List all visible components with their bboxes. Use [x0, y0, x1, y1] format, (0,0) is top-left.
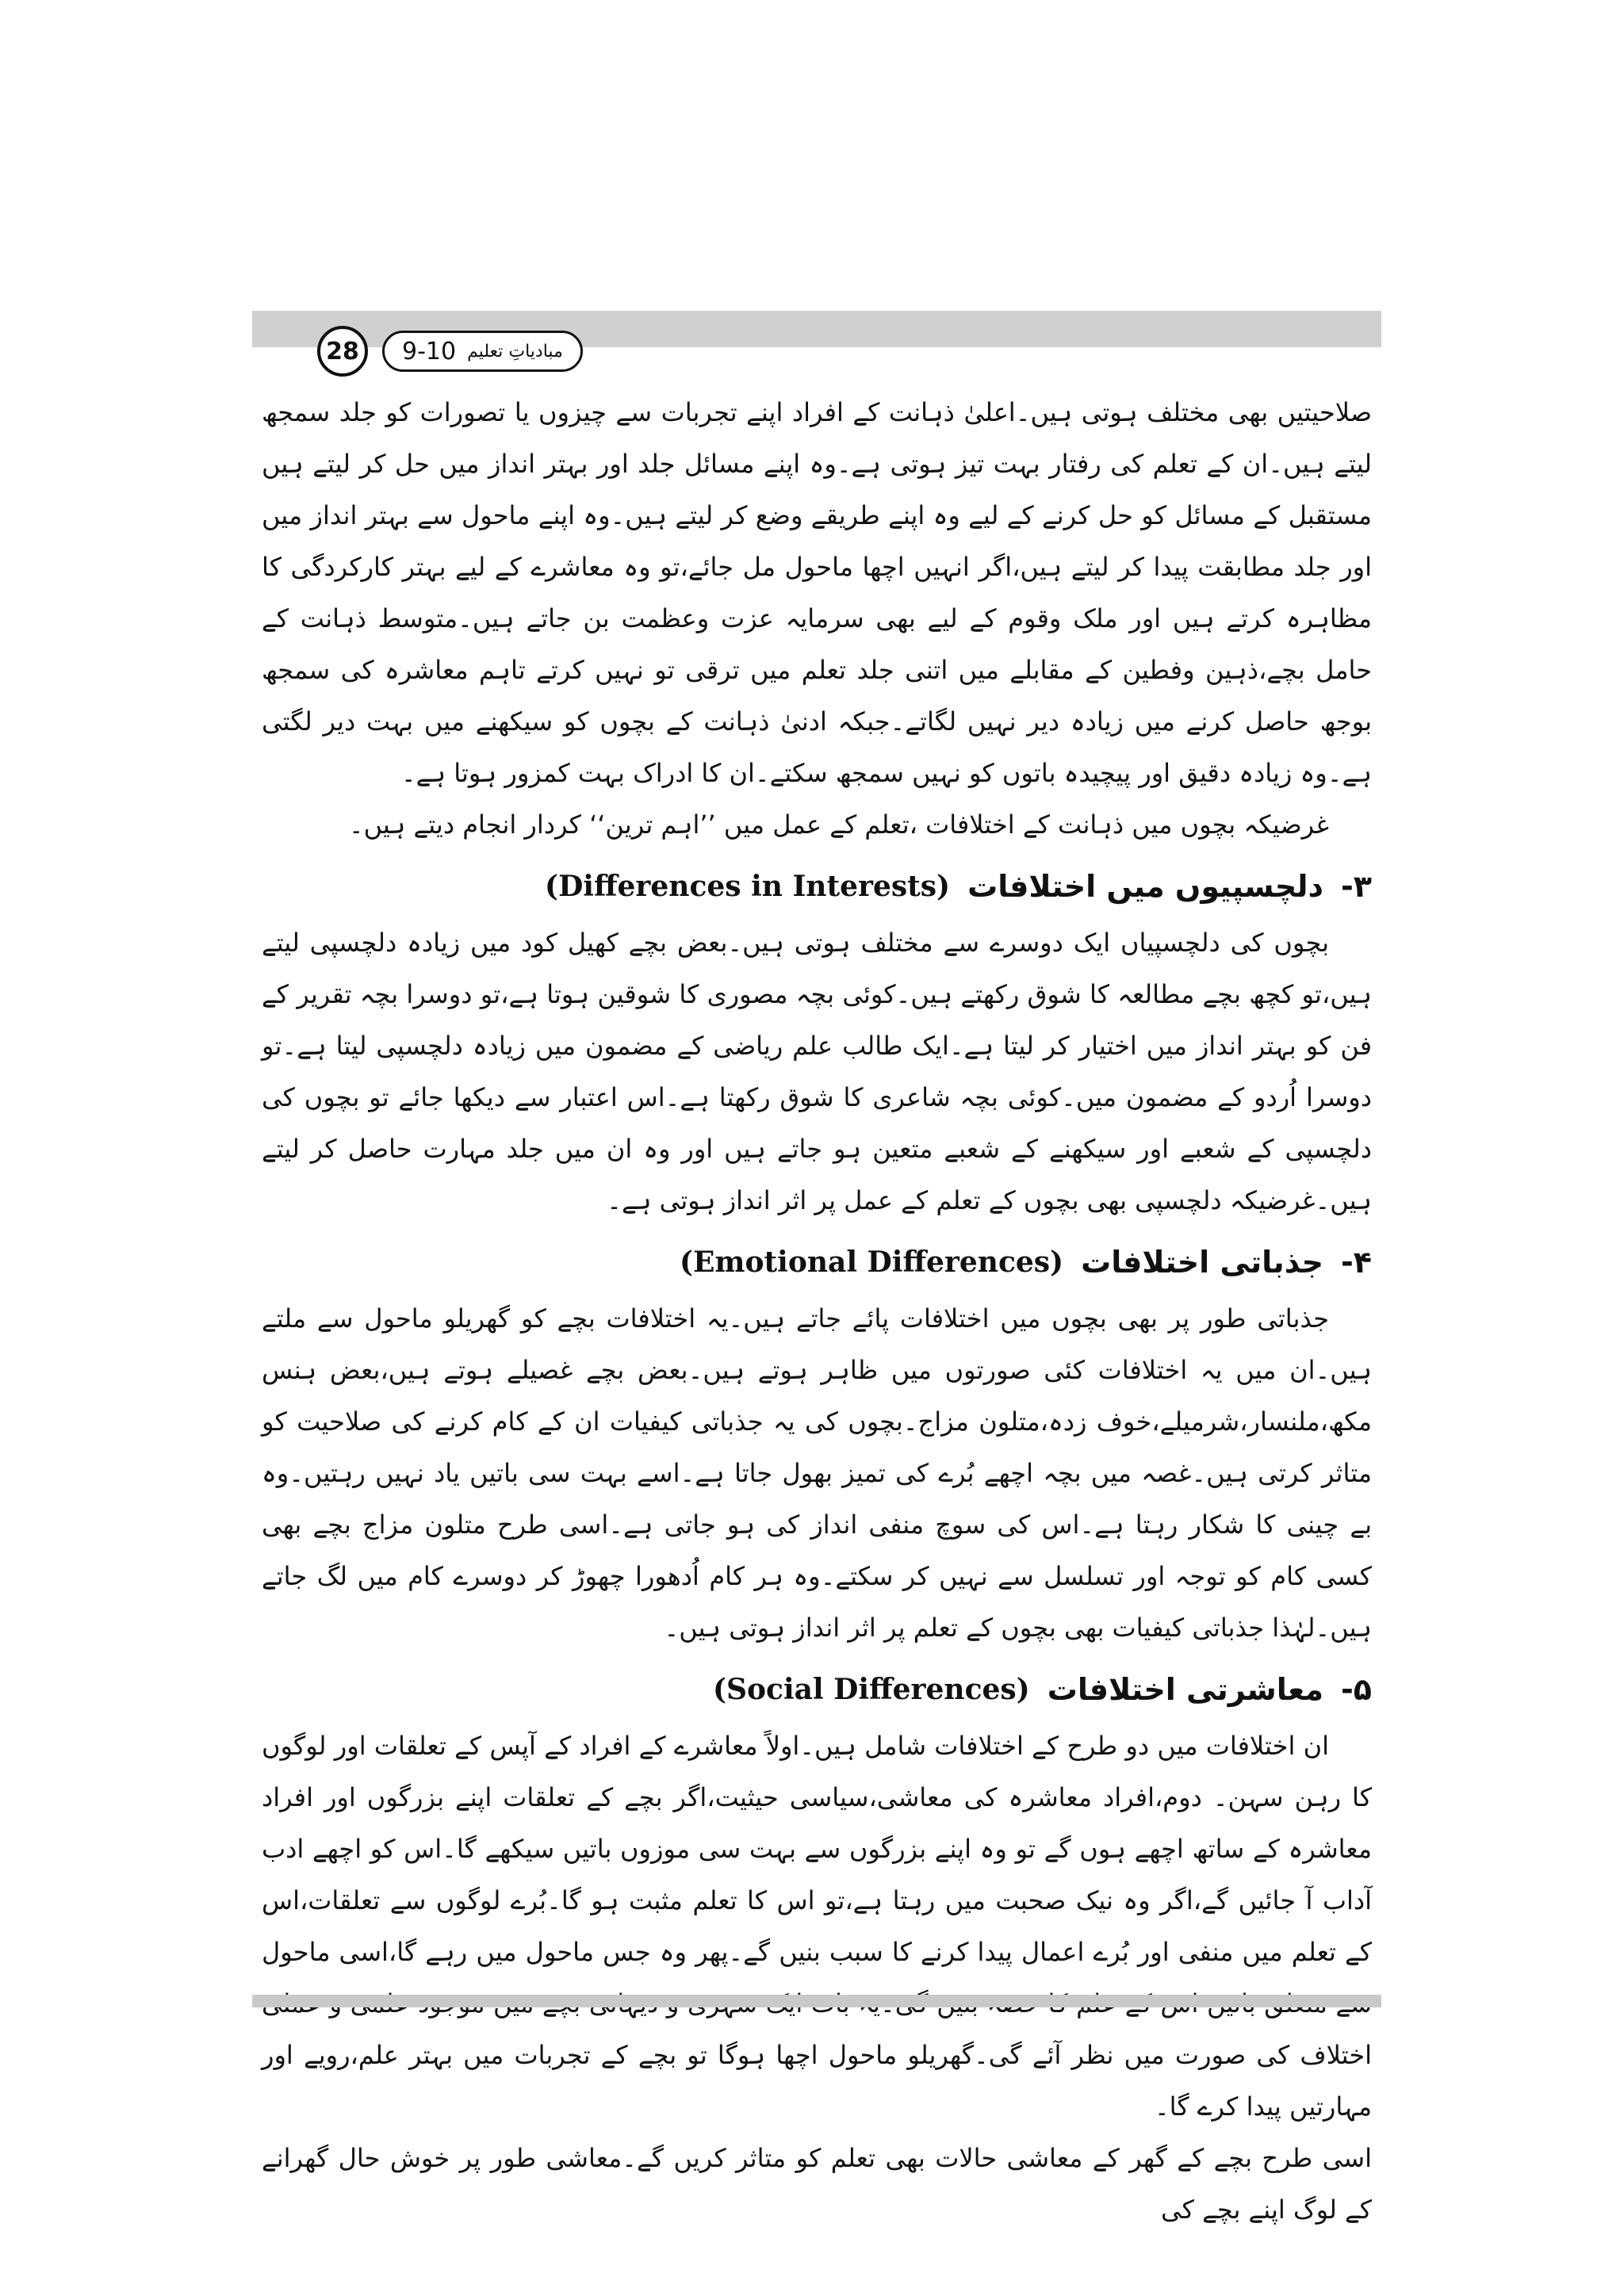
heading-english: (Differences in Interests) — [545, 870, 951, 903]
book-grade: 9-10 — [402, 337, 457, 365]
book-title-box — [382, 331, 583, 372]
paragraph-intelligence: صلاحیتیں بھی مختلف ہوتی ہیں۔اعلیٰ ذہانت کے افراد اپنے تجربات سے چیزوں یا تصورات کو جلد سمجھ لیتے ہیں۔ان کے تعلم کی رفتار بہت تیز ہوتی ہے۔وہ اپنے مسائل جلد اور بہتر انداز میں حل کر لیتے ہیں مستقبل کے مسائل کو حل کرنے کے لیے وہ اپنے طریقے وضع کر لیتے ہیں۔وہ اپنے ماحول سے بہتر انداز میں اور جلد مطابقت پیدا کر لیتے ہیں،اگر انہیں اچھا ماحول مل جائے،تو وہ معاشرے کے لیے بہتر کارکردگی کا مظاہرہ کرتے ہیں اور ملک وقوم کے لیے بھی سرمایہ عزت وعظمت بن جاتے ہیں۔متوسط ذہانت کے حامل بچے،ذہین وفطین کے مقابلے میں اتنی جلد تعلم میں ترقی تو نہیں کرتے تاہم معاشرہ کی سمجھ بوجھ حاصل کرنے میں زیادہ دیر نہیں لگاتے۔جبکہ ادنیٰ ذہانت کے بچوں کو سیکھنے میں بہت دیر لگتی ہے۔وہ زیادہ دقیق اور پیچیدہ باتوں کو نہیں سمجھ سکتے۔ان کا ادراک بہت کمزور ہوتا ہے۔ — [262, 397, 1373, 788]
heading-english: (Emotional Differences) — [679, 1246, 1064, 1279]
book-title: مبادیاتِ تعلیم — [467, 341, 563, 362]
heading-number: ۴- — [1341, 1245, 1372, 1280]
page-header — [317, 323, 583, 379]
heading-number: ۳- — [1341, 869, 1372, 904]
paragraph-economic: اسی طرح بچے کے گھر کے معاشی حالات بھی تعلم کو متاثر کریں گے۔معاشی طور پر خوش حال گھرانے کے لوگ اپنے بچے کی — [262, 2143, 1372, 2225]
paragraph-interests: بچوں کی دلچسپیاں ایک دوسرے سے مختلف ہوتی ہیں۔بعض بچے کھیل کود میں زیادہ دلچسپی لیتے ہیں،تو کچھ بچے مطالعہ کا شوق رکھتے ہیں۔کوئی بچہ مصوری کا شوقین ہوتا ہے،تو دوسرا بچہ تقریر کے فن کو بہتر انداز میں اختیار کر لیتا ہے۔ایک طالب علم ریاضی کے مضمون میں زیادہ دلچسپی لیتا ہے۔تو دوسرا اُردو کے مضمون میں۔کوئی بچہ شاعری کا شوق رکھتا ہے۔اس اعتبار سے دیکھا جائے تو بچوں کی دلچسپی کے شعبے اور سیکھنے کے شعبے متعین ہو جاتے ہیں اور وہ ان میں جلد مہارت حاصل کر لیتے ہیں۔غرضیکہ دلچسپی بھی بچوں کے تعلم کے عمل پر اثر انداز ہوتی ہے۔ — [262, 928, 1373, 1215]
heading-interests — [262, 859, 1372, 914]
page-body — [262, 387, 1372, 2236]
heading-urdu: جذباتی اختلافات — [1081, 1245, 1324, 1280]
footer-bar — [252, 1995, 1381, 2007]
page-number: 28 — [317, 326, 368, 377]
paragraph-intelligence-summary: غرضیکہ بچوں میں ذہانت کے اختلافات ،تعلم کے عمل میں ’’اہم ترین‘‘ کردار انجام دیتے ہیں۔ — [348, 809, 1329, 840]
heading-social — [262, 1662, 1372, 1717]
heading-english: (Social Differences) — [713, 1673, 1030, 1706]
heading-urdu: دلچسپیوں میں اختلافات — [967, 869, 1324, 904]
paragraph-emotional: جذباتی طور پر بھی بچوں میں اختلافات پائے جاتے ہیں۔یہ اختلافات بچے کو گھریلو ماحول سے ملتے ہیں۔ان میں یہ اختلافات کئی صورتوں میں ظاہر ہوتے ہیں۔بعض بچے غصیلے ہوتے ہیں،بعض ہنس مکھ،ملنسار،شرمیلے،خوف زدہ،متلون مزاج۔بچوں کی یہ جذباتی کیفیات ان کے کام کرنے کی صلاحیت کو متاثر کرتی ہیں۔غصہ میں بچہ اچھے بُرے کی تمیز بھول جاتا ہے۔اسے بہت سی باتیں یاد نہیں رہتیں۔وہ بے چینی کا شکار رہتا ہے۔اس کی سوچ منفی انداز کی ہو جاتی ہے۔اسی طرح متلون مزاج بچے بھی کسی کام کو توجہ اور تسلسل سے نہیں کر سکتے۔وہ ہر کام اُدھورا چھوڑ کر دوسرے کام میں لگ جاتے ہیں۔لہٰذا جذباتی کیفیات بھی بچوں کے تعلم پر اثر انداز ہوتی ہیں۔ — [262, 1303, 1373, 1643]
heading-urdu: معاشرتی اختلافات — [1047, 1672, 1324, 1707]
heading-number: ۵- — [1341, 1672, 1372, 1707]
heading-emotional — [262, 1234, 1372, 1290]
paragraph-social: ان اختلافات میں دو طرح کے اختلافات شامل ہیں۔اولاً معاشرے کے افراد کے آپس کے تعلقات اور لوگوں کا رہن سہن۔ دوم،افراد معاشرہ کی معاشی،سیاسی حیثیت،اگر بچے کے تعلقات اپنے بزرگوں اور افراد معاشرہ کے ساتھ اچھے ہوں گے تو وہ اپنے بزرگوں سے بہت سی موزوں باتیں سیکھے گا۔اس کو اچھے ادب آداب آ جائیں گے،اگر وہ نیک صحبت میں رہتا ہے،تو اس کا تعلم مثبت ہو گا۔بُرے لوگوں سے تعلقات،اس کے تعلم میں منفی اور بُرے اعمال پیدا کرنے کا سبب بنیں گے۔پھر وہ جس ماحول میں رہے گا،اسی ماحول اختلاف کی صورت میں نظر آئے گی۔گھریلو ماحول اچھا ہوگا تو بچے کے تجربات میں بہتر علم،رویے اور مہارتیں پیدا کرے گا۔ — [262, 1731, 1372, 2122]
